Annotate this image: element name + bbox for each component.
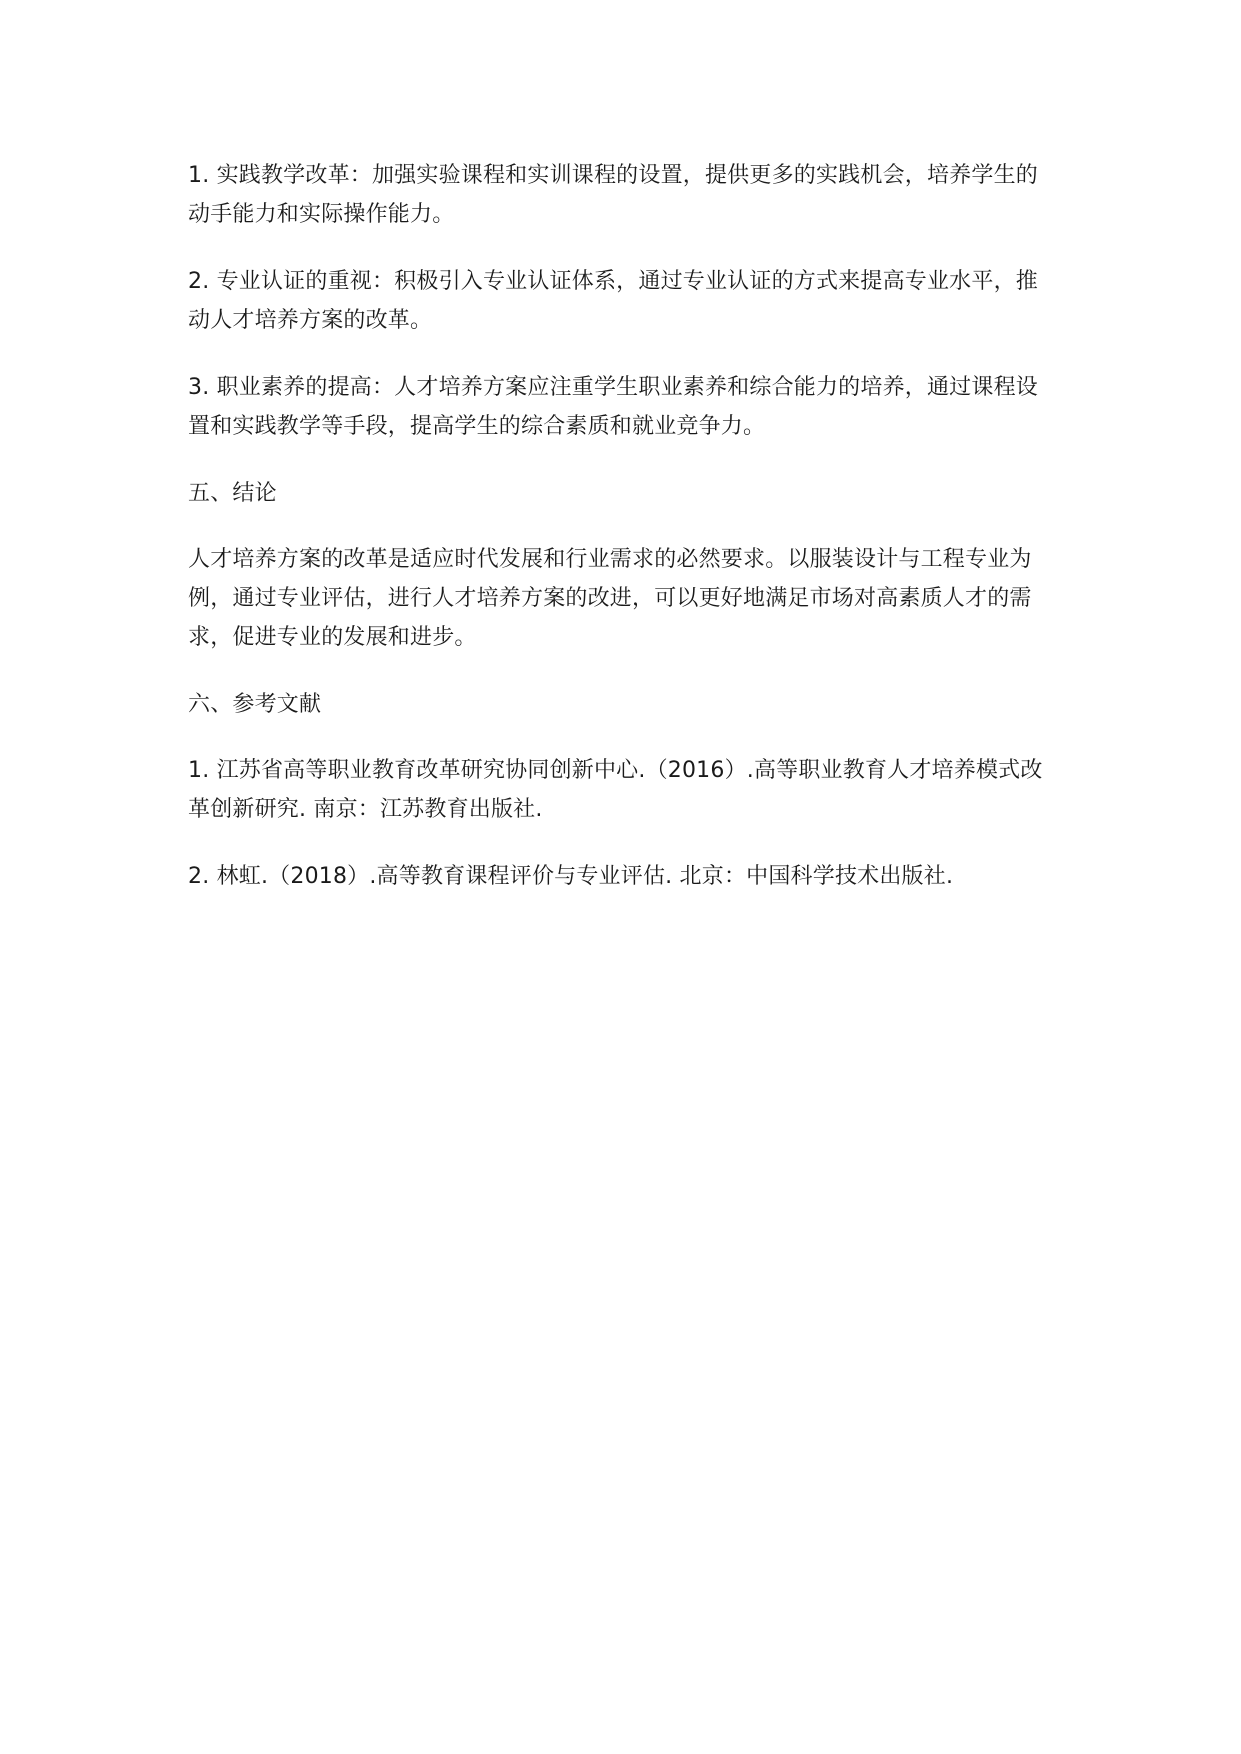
reference-item: 2. 林虹.（2018）.高等教育课程评价与专业评估. 北京：中国科学技术出版社.	[188, 864, 954, 889]
conclusion-paragraph: 人才培养方案的改革是适应时代发展和行业需求的必然要求。以服装设计与工程专业为例，通过专业评估，进行人才培养方案的改进，可以更好地满足市场对高素质人才的需求，促进专业的发展和进步。	[188, 547, 1032, 650]
reference-item: 1. 江苏省高等职业教育改革研究协同创新中心.（2016）.高等职业教育人才培养模式改革创新研究. 南京：江苏教育出版社.	[188, 758, 1043, 822]
list-item-professional-quality: 3. 职业素养的提高：人才培养方案应注重学生职业素养和综合能力的培养，通过课程设置和实践教学等手段，提高学生的综合素质和就业竞争力。	[188, 375, 1038, 439]
section-heading-conclusion: 五、结论	[188, 481, 277, 506]
section-heading-references: 六、参考文献	[188, 692, 322, 717]
list-item-practice-reform: 1. 实践教学改革：加强实验课程和实训课程的设置，提供更多的实践机会，培养学生的动手能力和实际操作能力。	[188, 163, 1038, 227]
document-page	[188, 156, 1054, 924]
list-item-certification: 2. 专业认证的重视：积极引入专业认证体系，通过专业认证的方式来提高专业水平，推动人才培养方案的改革。	[188, 269, 1038, 333]
